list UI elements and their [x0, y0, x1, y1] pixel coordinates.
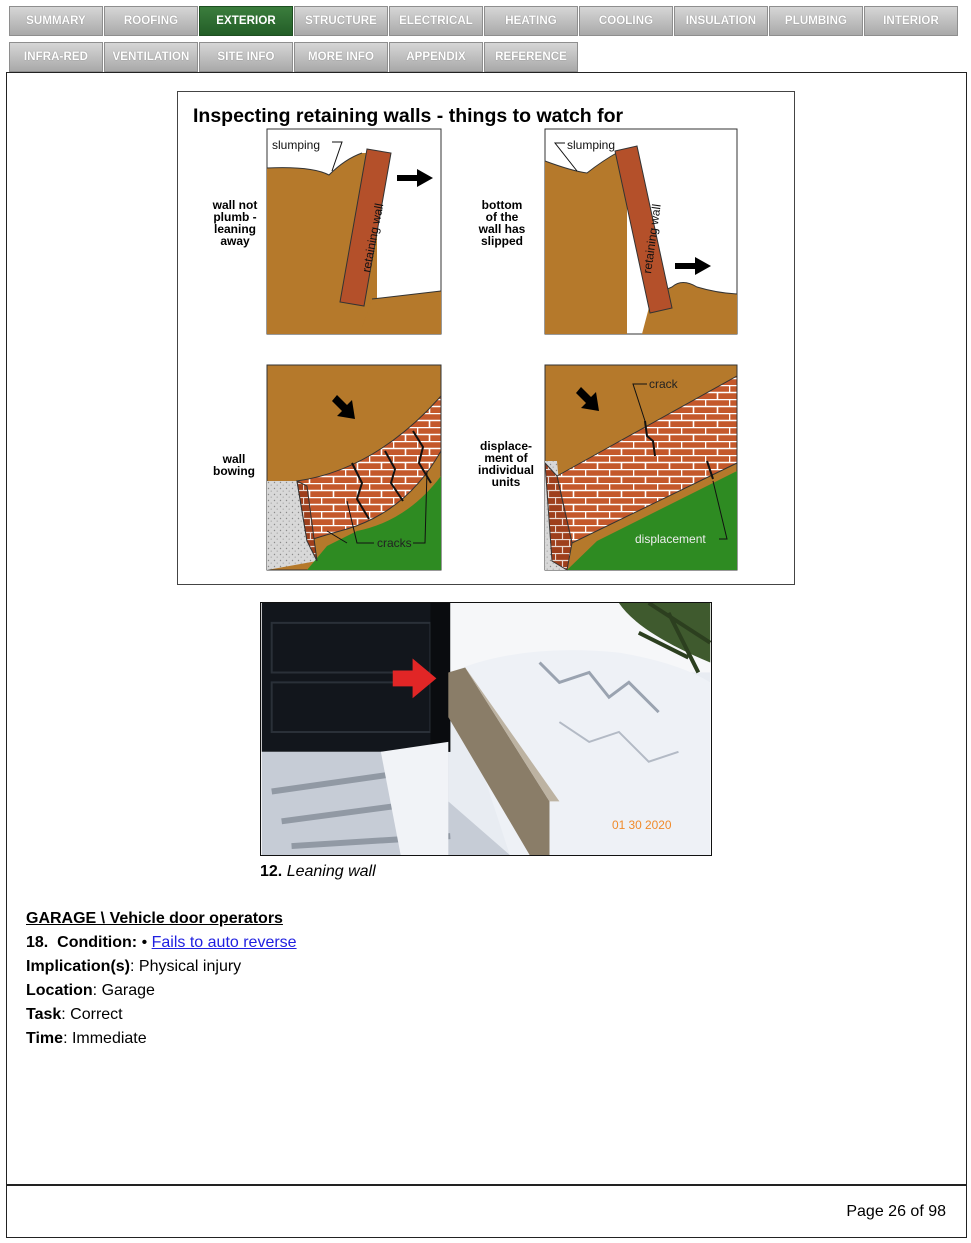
tab-interior[interactable]: INTERIOR	[864, 6, 958, 36]
tab-exterior[interactable]: EXTERIOR	[199, 6, 293, 36]
observation-block	[26, 907, 297, 1051]
svg-text:individual: individual	[477, 463, 535, 477]
main-tab-row	[9, 6, 959, 36]
tab-plumbing[interactable]: PLUMBING	[769, 6, 863, 36]
tab-roofing[interactable]: ROOFING	[104, 6, 198, 36]
location-label: Location	[26, 982, 93, 999]
tab-summary[interactable]: SUMMARY	[9, 6, 103, 36]
diagram-title: Inspecting retaining walls - things to watch for	[193, 105, 624, 127]
photo-caption-number: 12.	[260, 863, 283, 880]
tab-appendix[interactable]: APPENDIX	[389, 42, 483, 72]
retaining-wall-diagram	[177, 91, 795, 585]
svg-text:wall not: wall not	[212, 198, 258, 212]
displacement-bottom-label: displacement	[635, 532, 706, 546]
slipped-side-label	[478, 198, 526, 248]
footer-divider	[6, 1184, 967, 1186]
svg-text:ment of: ment of	[484, 451, 528, 465]
svg-text:wall has: wall has	[478, 222, 526, 236]
implication-value: Physical injury	[138, 958, 242, 975]
displacement-crack-label: crack	[649, 377, 678, 391]
task-label: Task	[26, 1006, 62, 1023]
condition-link[interactable]: Fails to auto reverse	[151, 934, 297, 951]
slipped-slumping-label: slumping	[567, 138, 616, 152]
svg-text:plumb -: plumb -	[213, 210, 257, 224]
section-heading: GARAGE \ Vehicle door operators	[26, 910, 283, 927]
svg-text:displace-: displace-	[479, 439, 533, 453]
condition-line	[26, 931, 297, 955]
svg-text:away: away	[220, 234, 250, 248]
photo-caption-text: Leaning wall	[286, 863, 376, 880]
tab-site-info[interactable]: SITE INFO	[199, 42, 293, 72]
location-value: Garage	[101, 982, 155, 999]
leaning-slumping-label: slumping	[272, 138, 321, 152]
svg-text:units: units	[491, 475, 521, 489]
tab-electrical[interactable]: ELECTRICAL	[389, 6, 483, 36]
condition-bullet: •	[141, 934, 148, 951]
tab-structure[interactable]: STRUCTURE	[294, 6, 388, 36]
tab-more-info[interactable]: MORE INFO	[294, 42, 388, 72]
task-line: Task: Correct	[26, 1006, 123, 1023]
svg-text:leaning: leaning	[213, 222, 257, 236]
tab-cooling[interactable]: COOLING	[579, 6, 673, 36]
svg-text:bowing: bowing	[213, 464, 255, 478]
tab-infra-red[interactable]: INFRA-RED	[9, 42, 103, 72]
bowing-cracks-label: cracks	[377, 536, 412, 550]
svg-text:slipped: slipped	[480, 234, 524, 248]
page-number: Page 26 of 98	[846, 1203, 946, 1220]
time-label: Time	[26, 1030, 64, 1047]
photo-date-stamp: 01 30 2020	[612, 818, 672, 833]
tab-reference[interactable]: REFERENCE	[484, 42, 578, 72]
photo-caption	[260, 863, 376, 881]
slipped-wall-label: retaining wall	[640, 203, 664, 275]
observation-number: 18.	[26, 934, 49, 951]
condition-label: Condition:	[57, 934, 138, 951]
time-value: Immediate	[71, 1030, 147, 1047]
svg-text:of the: of the	[485, 210, 519, 224]
secondary-tab-row	[9, 42, 579, 72]
tab-ventilation[interactable]: VENTILATION	[104, 42, 198, 72]
tab-heating[interactable]: HEATING	[484, 6, 578, 36]
location-line: Location: Garage	[26, 982, 155, 999]
svg-text:bottom: bottom	[481, 198, 523, 212]
svg-text:wall: wall	[222, 452, 246, 466]
leaning-wall-label: retaining wall	[359, 202, 387, 274]
leaning-wall-photo	[260, 602, 712, 856]
task-value: Correct	[70, 1006, 123, 1023]
tab-insulation[interactable]: INSULATION	[674, 6, 768, 36]
implication-line: Implication(s): Physical injury	[26, 958, 242, 975]
time-line: Time: Immediate	[26, 1030, 147, 1047]
implication-label: Implication(s)	[26, 958, 131, 975]
